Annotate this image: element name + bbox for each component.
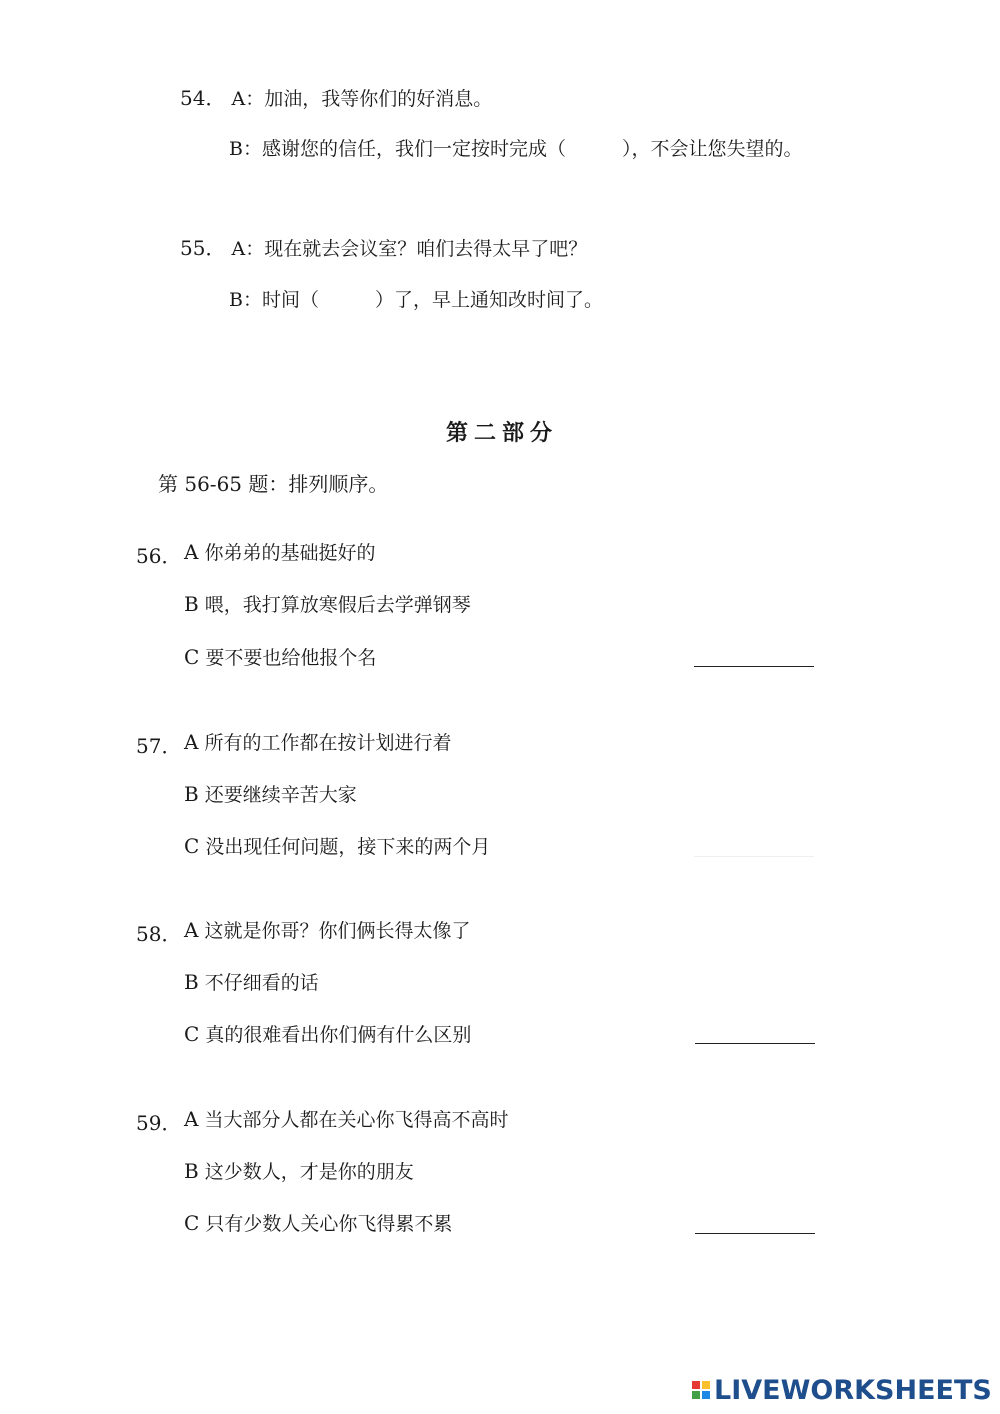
option-a: A 所有的工作都在按计划进行着	[184, 730, 452, 754]
question-54	[180, 86, 492, 111]
liveworksheets-logo	[692, 1372, 992, 1408]
option-c: C 只有少数人关心你飞得累不累	[184, 1211, 453, 1235]
section-instruction: 第 56-65 题：排列顺序。	[158, 472, 389, 496]
speaker-b-text-after: ），不会让您失望的。	[621, 138, 803, 160]
option-b: B 喂，我打算放寒假后去学弹钢琴	[184, 592, 471, 616]
question-number: 55．	[180, 236, 226, 260]
speaker-a-label: A：	[231, 238, 265, 260]
question-55-b	[229, 288, 603, 312]
speaker-b-text-after: ）了，早上通知改时间了。	[374, 289, 603, 311]
option-b: B 不仔细看的话	[184, 970, 319, 994]
question-number-57: 57．	[136, 734, 182, 758]
answer-line-58[interactable]	[695, 1043, 815, 1044]
question-54-b	[229, 137, 803, 161]
answer-line-59[interactable]	[695, 1233, 815, 1234]
option-c: C 要不要也给他报个名	[184, 645, 377, 669]
speaker-a-label: A：	[231, 88, 265, 110]
speaker-b-label: B：	[229, 138, 262, 160]
question-number: 54．	[180, 86, 226, 110]
answer-line-57[interactable]	[694, 856, 814, 857]
option-b: B 还要继续辛苦大家	[184, 782, 357, 806]
speaker-b-label: B：	[229, 289, 262, 311]
question-55	[180, 236, 587, 261]
option-c: C 真的很难看出你们俩有什么区别	[184, 1022, 472, 1046]
question-number-56: 56．	[136, 544, 182, 568]
section-heading: 第二部分	[446, 420, 559, 446]
speaker-b-text-before: 感谢您的信任，我们一定按时完成（	[261, 138, 566, 160]
logo-squares-icon	[692, 1381, 710, 1399]
question-number-58: 58．	[136, 922, 182, 946]
question-number-59: 59．	[136, 1111, 182, 1135]
answer-line-56[interactable]	[694, 666, 814, 667]
speaker-b-text-before: 时间（	[261, 289, 319, 311]
option-c: C 没出现任何问题，接下来的两个月	[184, 834, 491, 858]
option-a: A 你弟弟的基础挺好的	[184, 540, 376, 564]
logo-text: LIVEWORKSHEETS	[714, 1374, 992, 1406]
speaker-a-text: 加油，我等你们的好消息。	[264, 88, 493, 110]
option-a: A 当大部分人都在关心你飞得高不高时	[184, 1107, 509, 1131]
option-b: B 这少数人，才是你的朋友	[184, 1159, 414, 1183]
speaker-a-text: 现在就去会议室？咱们去得太早了吧？	[264, 238, 588, 260]
option-a: A 这就是你哥？你们俩长得太像了	[184, 918, 471, 942]
